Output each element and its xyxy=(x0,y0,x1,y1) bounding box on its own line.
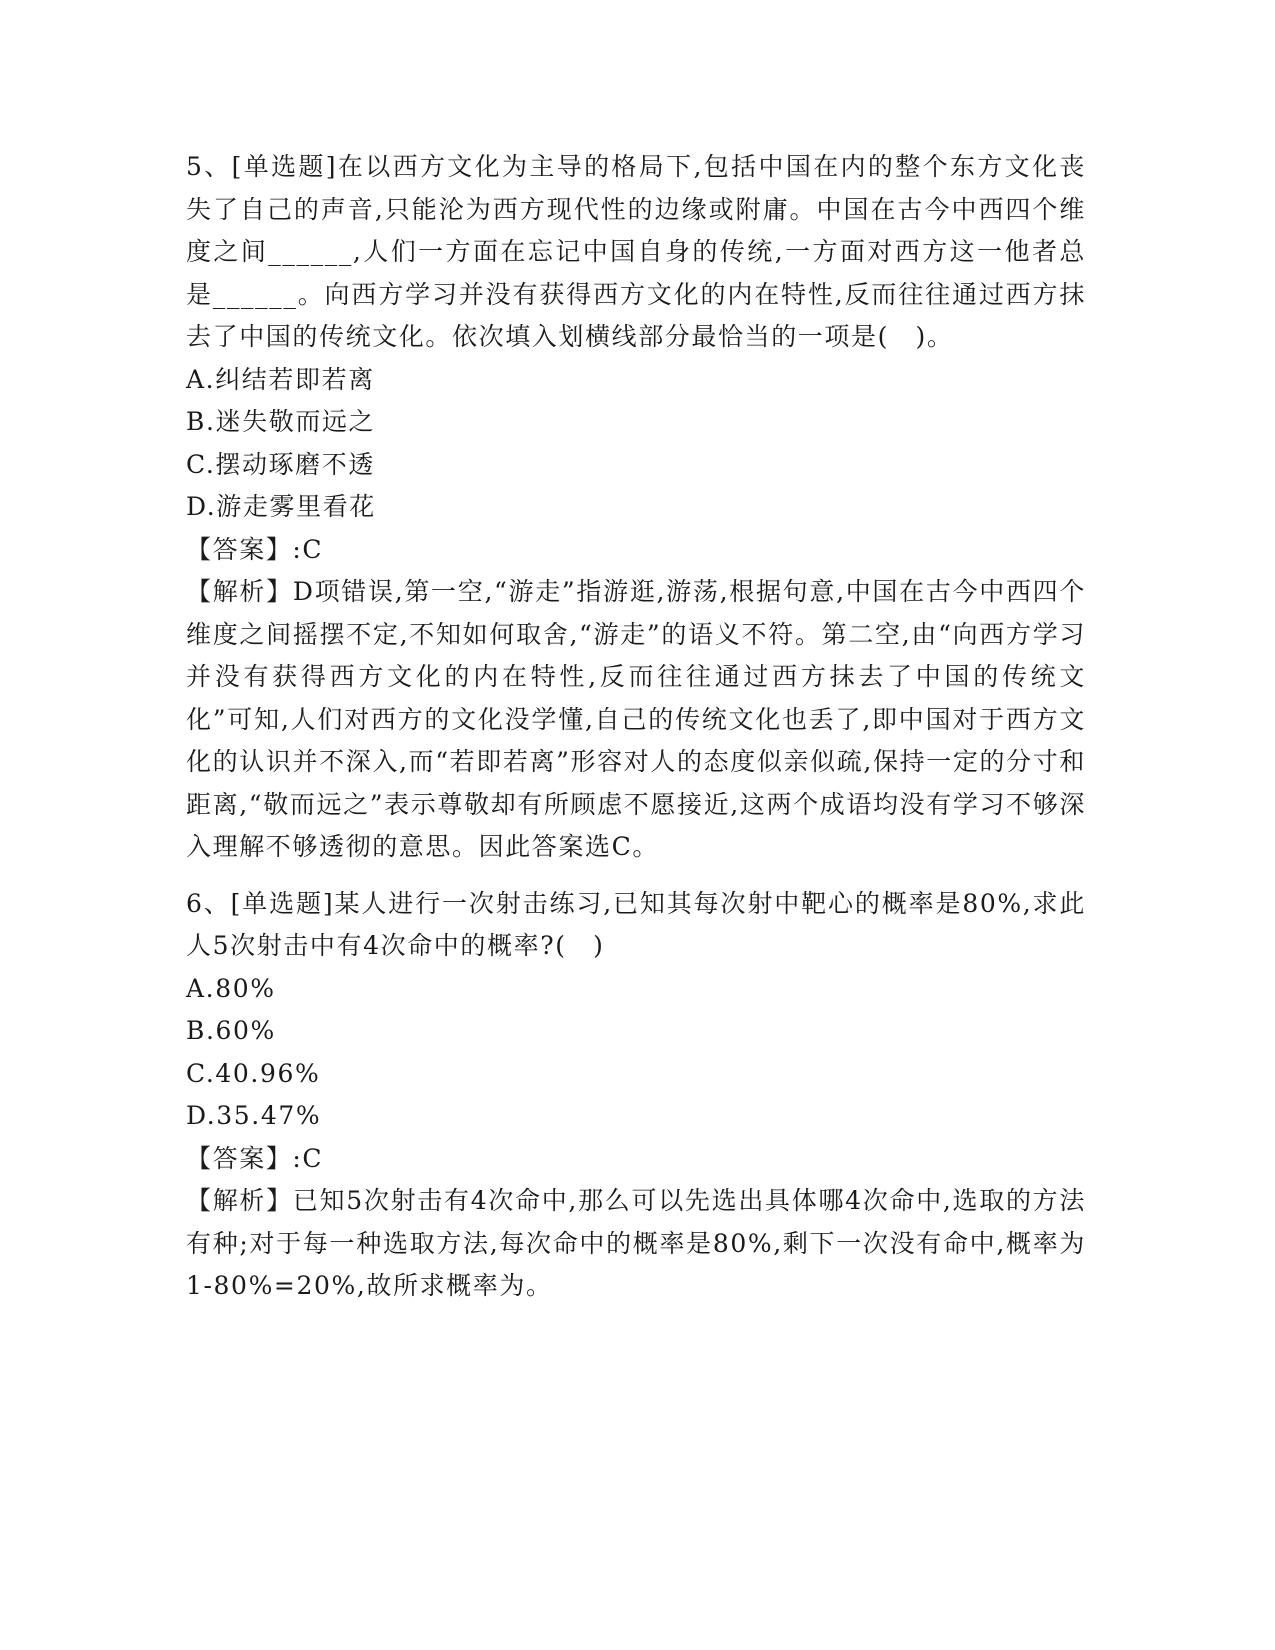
option-c: C.40.96% xyxy=(186,1058,321,1088)
answer-line: 【答案】:C xyxy=(186,534,324,564)
option-a: A.80% xyxy=(186,973,276,1003)
option-d: D.35.47% xyxy=(186,1101,322,1130)
analysis-paragraph: 【解析】已知5次射击有4次命中,那么可以先选出具体哪4次命中,选取的方法有种;对于每一种选取方法,每次命中的概率是80%,剩下一次没有命中,概率为1-80%=20%,故所求概率为。 xyxy=(186,1186,1086,1300)
answer-line: 【答案】:C xyxy=(186,1143,324,1173)
document-page xyxy=(186,146,1086,1308)
option-c: C.摆动琢磨不透 xyxy=(186,449,375,479)
question-stem: 6、[单选题]某人进行一次射击练习,已知其每次射中靶心的概率是80%,求此人5次射击中有4次命中的概率?( ) xyxy=(186,888,1086,960)
option-a: A.纠结若即若离 xyxy=(186,364,375,394)
option-b: B.60% xyxy=(186,1016,276,1045)
option-d: D.游走雾里看花 xyxy=(186,492,376,521)
analysis-paragraph: 【解析】D项错误,第一空,“游走”指游逛,游荡,根据句意,中国在古今中西四个维度之间摇摆不定,不知如何取舍,“游走”的语义不符。第二空,由“向西方学习并没有获得西方文化的内在特性,反而往往通过西方抹去了中国的传统文化”可知,人们对西方的文化没学懂,自己的传统文化也丢了,即中国对于西方文化的认识并不深入,而“若即若离”形容对人的态度似亲似疏,保持一定的分寸和距离,“敬而远之”表示尊敬却有所顾虑不愿接近,这两个成语均没有学习不够深入理解不够透彻的意思。因此答案选C。 xyxy=(186,577,1086,861)
option-b: B.迷失敬而远之 xyxy=(186,407,376,436)
question-5 xyxy=(186,146,1086,869)
question-stem: 5、[单选题]在以西方文化为主导的格局下,包括中国在内的整个东方文化丧失了自己的声音,只能沦为西方现代性的边缘或附庸。中国在古今中西四个维度之间______,人们一方面在忘记中国自身的传统,一方面对西方这一他者总是______。向西方学习并没有获得西方文化的内在特性,反而往往通过西方抹去了中国的传统文化。依次填入划横线部分最恰当的一项是( )。 xyxy=(186,152,1086,351)
question-6 xyxy=(186,883,1086,1308)
